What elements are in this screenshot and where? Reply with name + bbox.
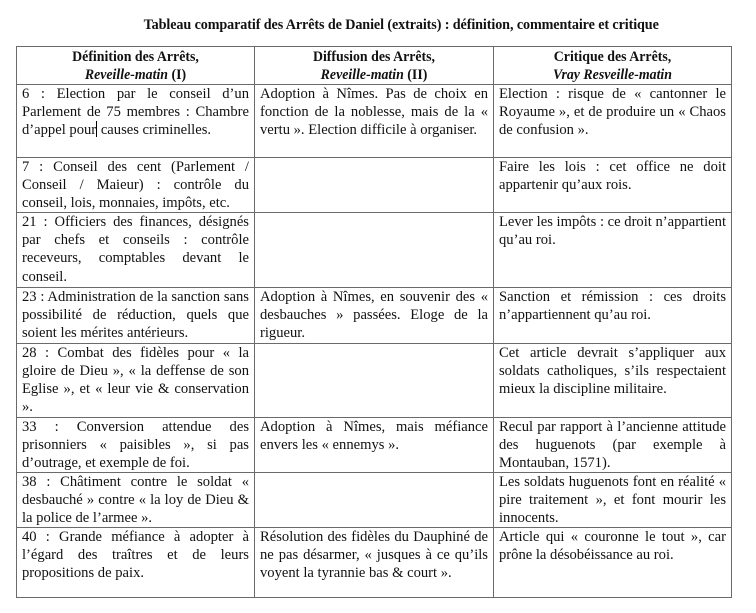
cell-critique[interactable]: Lever les impôts : ce droit n’appartient qu’au roi. [494,213,732,288]
header-diffusion-italic: Reveille-matin [320,67,404,83]
cell-diffusion[interactable]: Adoption à Nîmes, mais méfiance envers les « ennemys ». [255,417,494,472]
cell-definition[interactable]: 28 : Combat des fidèles pour « la gloire de Dieu », « la deffense de son Eglise », et « leur vie & conservation ». [17,343,255,417]
cell-critique[interactable]: Faire les lois : cet office ne doit appartenir qu’aux rois. [494,158,732,213]
table-row [17,288,732,343]
cell-diffusion[interactable] [255,343,494,417]
header-definition-suffix: (I) [168,67,187,83]
header-critique-line2 [505,66,721,84]
header-critique [494,47,732,85]
cell-critique[interactable]: Cet article devrait s’appliquer aux soldats catholiques, s’ils respectaient mieux la discipline militaire. [494,343,732,417]
table-row [17,417,732,472]
cell-diffusion[interactable] [255,213,494,288]
cell-definition-text-before-cursor: 6 : Election par le conseil d’un Parlement de 75 membres : Chambre d’appel pour [22,86,249,139]
cell-definition[interactable]: 7 : Conseil des cent (Parlement / Conseil / Maieur) : contrôle du conseil, lois, monnaies, impôts, etc. [17,158,255,213]
table-row [17,472,732,527]
table-row [17,528,732,598]
cell-definition-text-after-cursor: causes criminelles. [97,122,212,139]
cell-definition[interactable]: 38 : Châtiment contre le soldat « desbauché » contre « la loy de Dieu & la police de l’armee ». [17,472,255,527]
cell-critique[interactable]: Les soldats huguenots font en réalité « pire traitement », et font mourir les innocents. [494,472,732,527]
header-diffusion-suffix: (II) [403,67,428,83]
document-title-text: Tableau comparatif des Arrêts de Daniel (extraits) : définition, commentaire et critique [143,16,659,33]
cell-diffusion[interactable] [255,158,494,213]
table-row [17,158,732,213]
cell-diffusion[interactable]: Adoption à Nîmes, en souvenir des « desbauches » passées. Eloge de la rigueur. [255,288,494,343]
header-definition-line2 [28,66,244,84]
cell-definition[interactable]: 21 : Officiers des finances, désignés par chefs et conseils : contrôle receveurs, comptables devant le conseil. [17,213,255,288]
header-definition [17,47,255,85]
header-diffusion [255,47,494,85]
header-diffusion-line1: Diffusion des Arrêts, [312,49,436,65]
cell-definition[interactable] [17,85,255,158]
cell-diffusion[interactable]: Adoption à Nîmes. Pas de choix en fonction de la noblesse, mais de la « vertu ». Election difficile à organiser. [255,85,494,158]
cell-diffusion[interactable]: Résolution des fidèles du Dauphiné de ne pas désarmer, « jusques à ce qu’ils voyent la tyrannie bas & court ». [255,528,494,598]
cell-definition[interactable]: 33 : Conversion attendue des prisonniers « paisibles », si pas d’outrage, et exemple de foi. [17,417,255,472]
header-definition-italic: Reveille-matin [84,67,169,83]
table-header-row [17,47,732,85]
table-row [17,343,732,417]
cell-critique[interactable]: Article qui « couronne le tout », car prône la désobéissance au roi. [494,528,732,598]
document-title [0,16,756,34]
cell-critique[interactable]: Sanction et rémission : ces droits n’appartiennent qu’au roi. [494,288,732,343]
table-row [17,85,732,158]
cell-diffusion[interactable] [255,472,494,527]
cell-definition[interactable]: 23 : Administration de la sanction sans possibilité de réduction, quels que soient les mérites antérieurs. [17,288,255,343]
header-diffusion-line2 [266,66,483,84]
header-definition-line1: Définition des Arrêts, [72,49,199,65]
cell-critique[interactable]: Recul par rapport à l’ancienne attitude des huguenots (par exemple à Montauban, 1571). [494,417,732,472]
header-critique-line1: Critique des Arrêts, [553,49,672,65]
cell-critique[interactable]: Election : risque de « cantonner le Royaume », et de produire un « Chaos de confusion ». [494,85,732,158]
cell-definition[interactable]: 40 : Grande méfiance à adopter à l’égard des traîtres et de leurs propositions de paix. [17,528,255,598]
table-row [17,213,732,288]
header-critique-italic: Vray Resveille-matin [552,67,672,83]
comparison-table [16,46,732,598]
